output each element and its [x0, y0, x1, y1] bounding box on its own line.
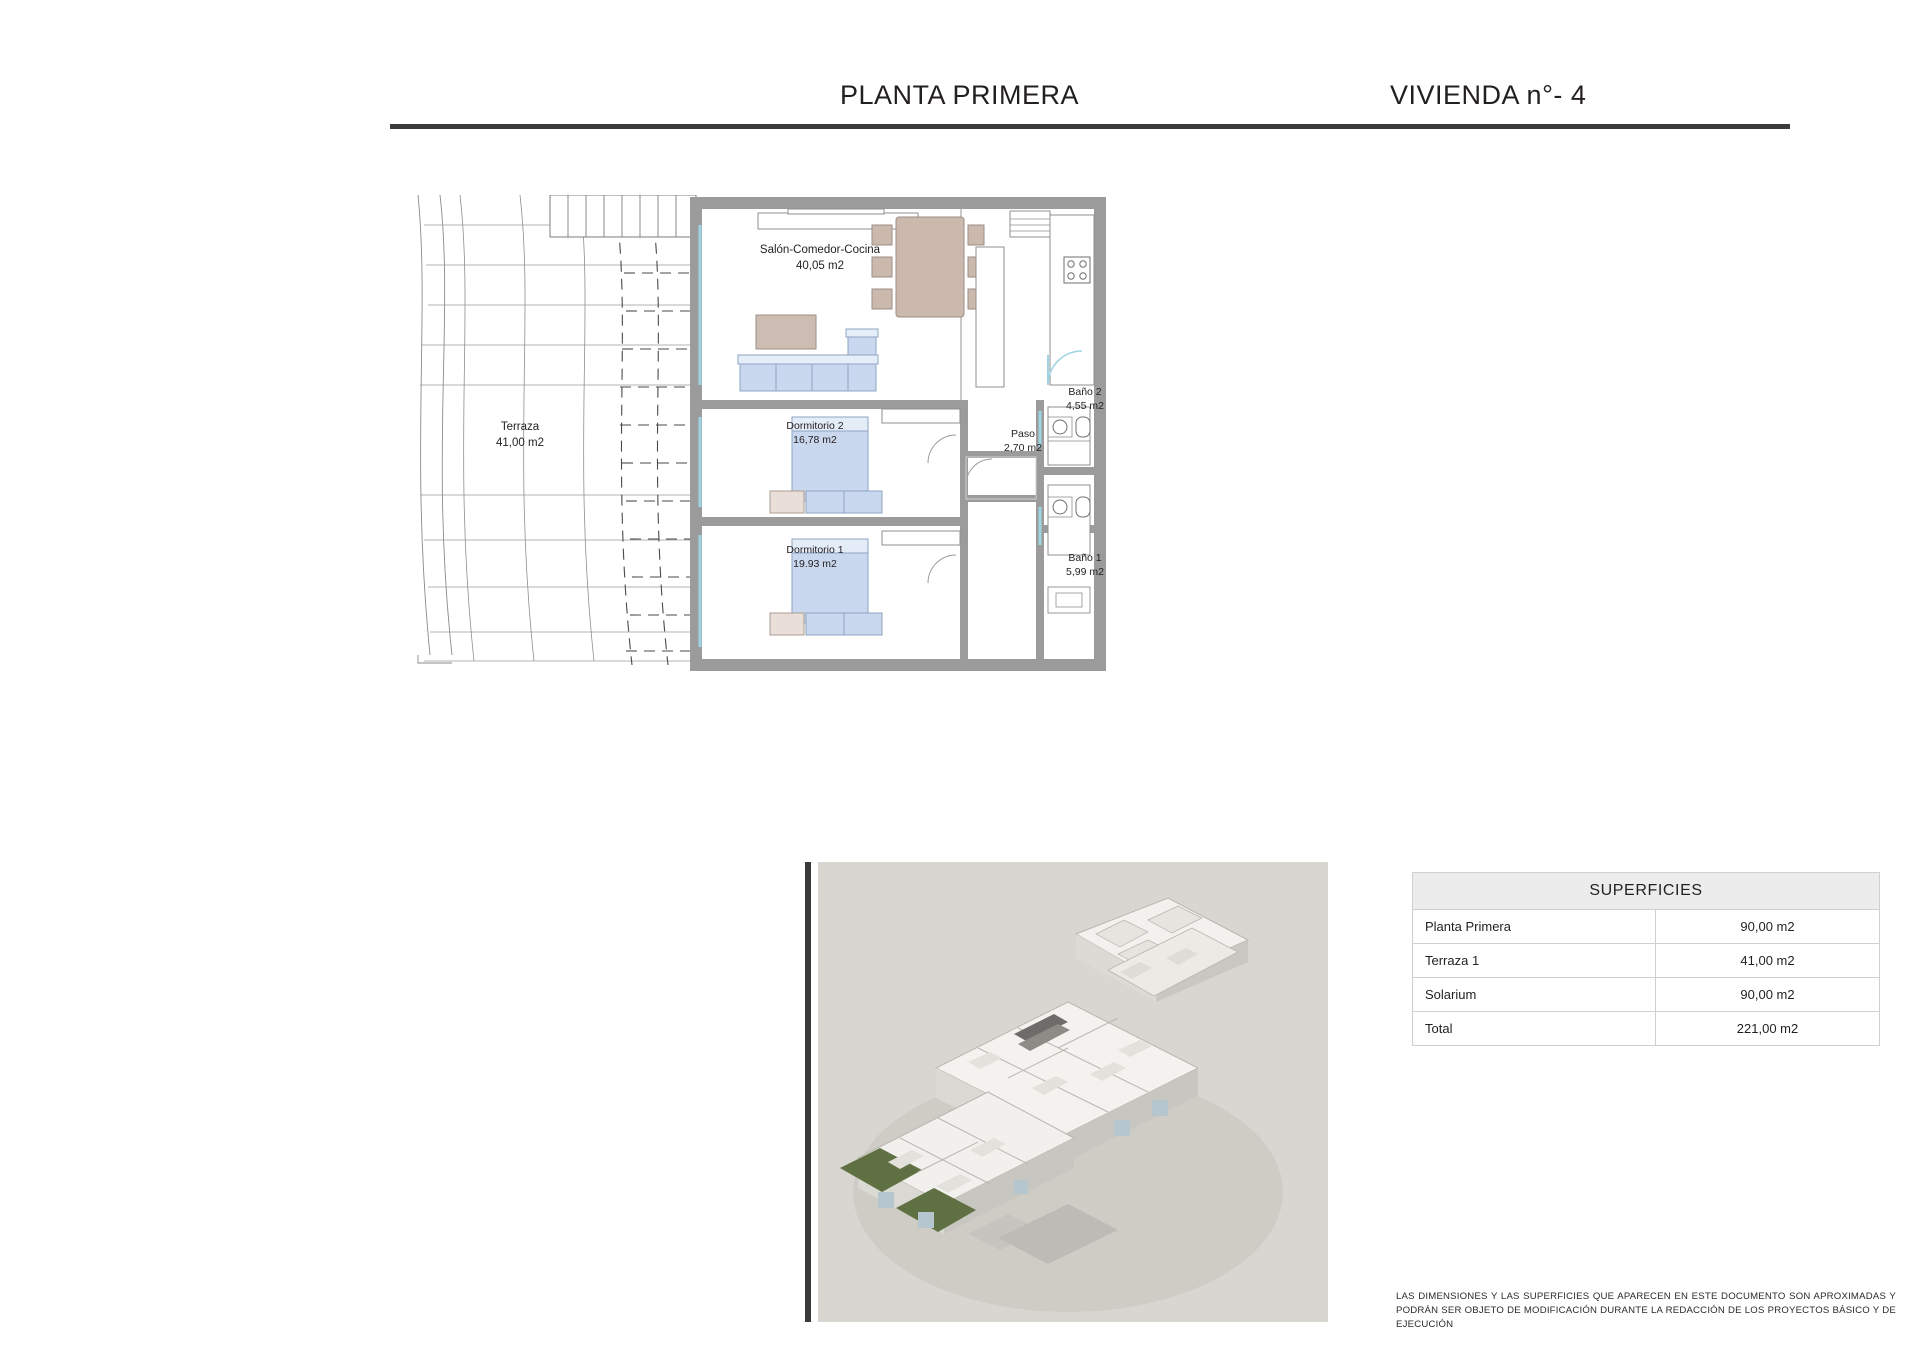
- surface-value: 90,00 m2: [1656, 910, 1880, 944]
- room-label-dormitorio-2: [745, 419, 885, 447]
- surfaces-title: SUPERFICIES: [1413, 873, 1880, 910]
- room-label-terraza: [455, 420, 585, 451]
- room-area: 4,55 m2: [1066, 400, 1104, 413]
- room-area: 5,99 m2: [1066, 566, 1104, 579]
- surface-value: 41,00 m2: [1656, 944, 1880, 978]
- render-left-rule: [805, 862, 811, 1322]
- surface-label: Total: [1413, 1012, 1656, 1046]
- surface-value: 221,00 m2: [1656, 1012, 1880, 1046]
- room-area: 40,05 m2: [796, 259, 844, 272]
- surface-label: Solarium: [1413, 978, 1656, 1012]
- room-name: Salón-Comedor-Cocina: [759, 244, 881, 256]
- building-3d-render: [818, 862, 1328, 1322]
- surface-label: Terraza 1: [1413, 944, 1656, 978]
- unit-title: VIVIENDA n°- 4: [1390, 80, 1587, 110]
- table-row: [1413, 1012, 1880, 1046]
- floor-plan-drawing: [400, 195, 1420, 795]
- room-name: Baño 2: [1068, 386, 1102, 398]
- room-name: Paso: [1011, 428, 1035, 440]
- table-header-row: [1413, 873, 1880, 910]
- disclaimer-text: LAS DIMENSIONES Y LAS SUPERFICIES QUE APARECEN EN ESTE DOCUMENTO SON APROXIMADAS Y PODRÁN SER OBJETO DE MODIFICACIÓN DURANTE LA REDACCIÓN DE LOS PROYECTOS BÁSICO Y DE EJECUCIÓN: [1396, 1291, 1896, 1330]
- header-titles: [390, 80, 1790, 118]
- room-name: Baño 1: [1068, 552, 1102, 564]
- room-label-dormitorio-1: [745, 543, 885, 571]
- room-name: Dormitorio 2: [786, 420, 844, 432]
- table-row: [1413, 944, 1880, 978]
- surfaces-table: [1412, 872, 1880, 1046]
- room-label-bano-2: [1040, 385, 1130, 413]
- page-title: PLANTA PRIMERA: [840, 80, 1080, 110]
- room-area: 16,78 m2: [793, 434, 837, 447]
- render-illustration: [818, 862, 1328, 1322]
- room-name: Dormitorio 1: [786, 544, 844, 556]
- header-divider: [390, 124, 1790, 129]
- table-row: [1413, 978, 1880, 1012]
- room-area: 41,00 m2: [496, 436, 544, 449]
- room-label-bano-1: [1040, 551, 1130, 579]
- room-name: Terraza: [500, 421, 540, 433]
- room-area: 19.93 m2: [793, 558, 837, 571]
- table-row: [1413, 910, 1880, 944]
- stairwell: [550, 195, 696, 237]
- floor-plan: [400, 195, 1420, 795]
- room-area: 2,70 m2: [1004, 442, 1042, 455]
- surface-label: Planta Primera: [1413, 910, 1656, 944]
- room-label-salon-comedor-cocina: [710, 243, 930, 274]
- sheet-header: [390, 80, 1790, 140]
- surface-value: 90,00 m2: [1656, 978, 1880, 1012]
- room-label-paso: [978, 427, 1068, 455]
